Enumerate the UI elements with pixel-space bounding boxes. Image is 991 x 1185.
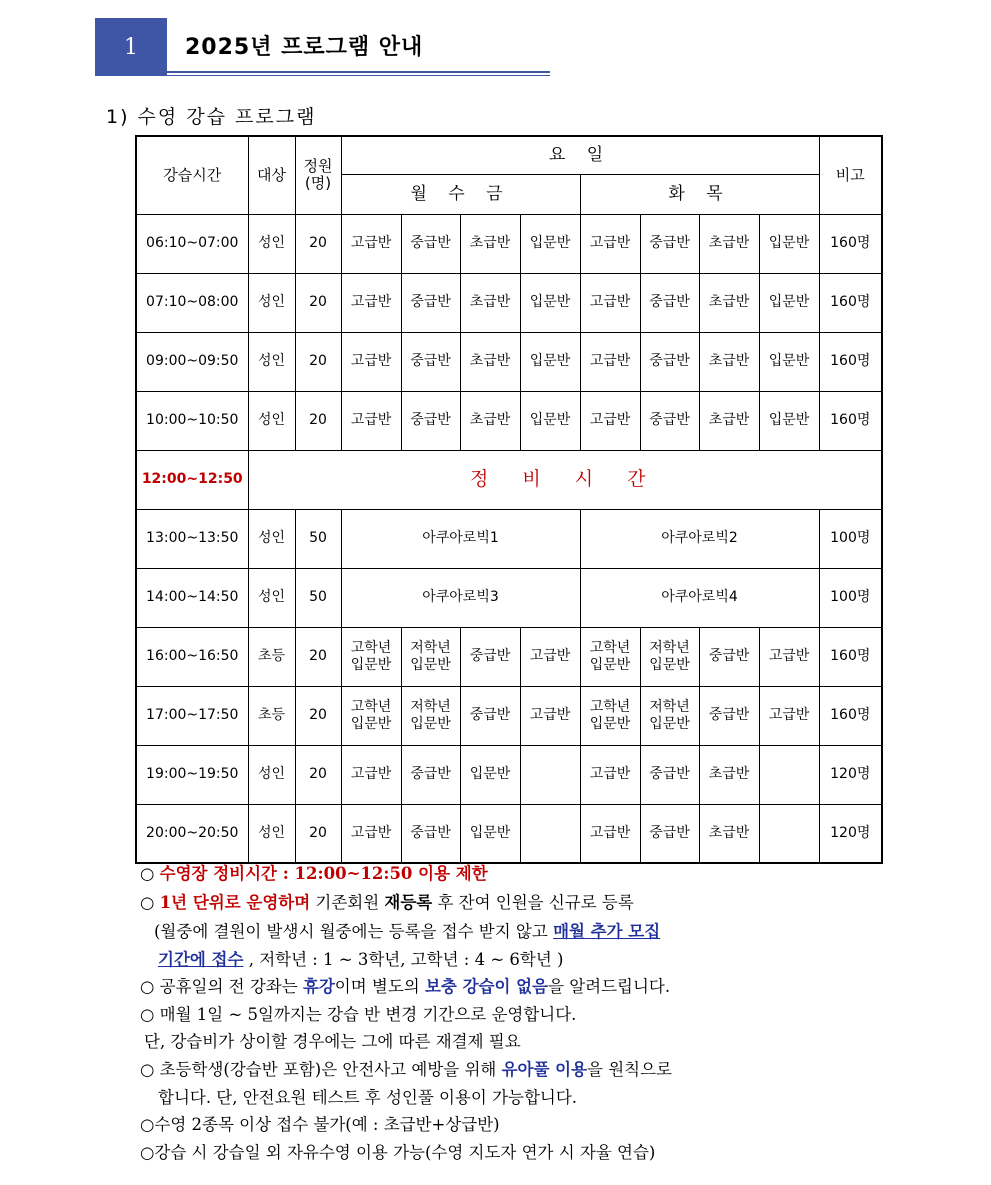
note-text: 휴강 <box>302 977 335 996</box>
cell-class: 고급반 <box>580 214 640 273</box>
table-row <box>136 391 882 450</box>
cell-class: 고급반 <box>341 391 401 450</box>
table-row <box>136 627 882 686</box>
note-holiday <box>140 973 670 997</box>
cell-class: 아쿠아로빅1 <box>341 509 580 568</box>
cell-time: 19:00~19:50 <box>136 745 248 804</box>
header-capacity: 정원 (명) <box>295 136 341 214</box>
cell-class: 입문반 <box>759 332 819 391</box>
cell-time: 14:00~14:50 <box>136 568 248 627</box>
cell-class: 중급반 <box>401 273 460 332</box>
note-text: 보충 강습이 없음 <box>424 977 549 996</box>
section-number-badge: 1 <box>95 18 167 76</box>
table-row <box>136 568 882 627</box>
cell-class: 고급반 <box>580 273 640 332</box>
cell-class: 고급반 <box>520 686 580 745</box>
cell-class: 고급반 <box>341 214 401 273</box>
cell-class: 고학년 입문반 <box>580 627 640 686</box>
cell-target: 초등 <box>248 686 295 745</box>
cell-capacity: 20 <box>295 332 341 391</box>
cell-class: 초급반 <box>699 332 759 391</box>
cell-maintenance: 정 비 시 간 <box>248 450 882 509</box>
cell-target: 성인 <box>248 509 295 568</box>
cell-class: 아쿠아로빅2 <box>580 509 819 568</box>
cell-class: 중급반 <box>401 804 460 863</box>
cell-time: 16:00~16:50 <box>136 627 248 686</box>
cell-target: 초등 <box>248 627 295 686</box>
cell-note: 120명 <box>819 745 882 804</box>
cell-class: 초급반 <box>699 804 759 863</box>
note-text: 수영장 정비시간 : 12:00~12:50 이용 제한 <box>159 864 488 883</box>
cell-class: 초급반 <box>460 391 520 450</box>
note-change-period: ○ 매월 1일 ~ 5일까지는 강습 반 변경 기간으로 운영합니다. <box>140 1005 577 1024</box>
header-time: 강습시간 <box>136 136 248 214</box>
cell-class: 저학년 입문반 <box>401 627 460 686</box>
bullet: ○ <box>140 893 155 912</box>
cell-capacity: 20 <box>295 686 341 745</box>
cell-time: 12:00~12:50 <box>136 450 248 509</box>
page-title: 2025년 프로그램 안내 <box>185 35 424 60</box>
cell-note: 100명 <box>819 568 882 627</box>
note-text: 후 잔여 인원을 신규로 등록 <box>432 893 634 912</box>
section-title: 1) 수영 강습 프로그램 <box>106 106 317 128</box>
cell-note: 160명 <box>819 332 882 391</box>
cell-target: 성인 <box>248 745 295 804</box>
cell-time: 20:00~20:50 <box>136 804 248 863</box>
table-row <box>136 273 882 332</box>
cell-class: 고급반 <box>759 686 819 745</box>
cell-class: 저학년 입문반 <box>401 686 460 745</box>
cell-target: 성인 <box>248 804 295 863</box>
table-row <box>136 804 882 863</box>
cell-class: 저학년 입문반 <box>640 686 699 745</box>
cell-class: 중급반 <box>460 686 520 745</box>
header-days: 요 일 <box>341 136 819 174</box>
cell-class: 고급반 <box>341 332 401 391</box>
cell-note: 100명 <box>819 509 882 568</box>
cell-time: 09:00~09:50 <box>136 332 248 391</box>
cell-class: 고학년 입문반 <box>580 686 640 745</box>
header-target: 대상 <box>248 136 295 214</box>
note-text: ○ 초등학생(강습반 포함)은 안전사고 예방을 위해 <box>140 1060 502 1079</box>
note-children-detail: 합니다. 단, 안전요원 테스트 후 성인풀 이용이 가능합니다. <box>158 1088 578 1107</box>
cell-time: 07:10~08:00 <box>136 273 248 332</box>
cell-capacity: 50 <box>295 509 341 568</box>
cell-class: 초급반 <box>699 273 759 332</box>
cell-class: 초급반 <box>699 214 759 273</box>
cell-note: 160명 <box>819 686 882 745</box>
cell-class: 초급반 <box>460 214 520 273</box>
cell-note: 120명 <box>819 804 882 863</box>
cell-note: 160명 <box>819 627 882 686</box>
cell-class: 고급반 <box>520 627 580 686</box>
cell-class: 고급반 <box>759 627 819 686</box>
cell-class: 초급반 <box>460 273 520 332</box>
cell-class: 중급반 <box>640 804 699 863</box>
bullet: ○ <box>140 864 155 883</box>
cell-class: 입문반 <box>520 332 580 391</box>
cell-class: 고급반 <box>580 332 640 391</box>
note-text: 유아풀 이용 <box>501 1060 588 1079</box>
cell-class: 고급반 <box>341 804 401 863</box>
cell-class: 중급반 <box>640 214 699 273</box>
cell-class: 입문반 <box>759 273 819 332</box>
cell-target: 성인 <box>248 391 295 450</box>
table-row <box>136 509 882 568</box>
note-text: 을 원칙으로 <box>587 1060 672 1079</box>
note-text: ○ 공휴일의 전 강좌는 <box>140 977 303 996</box>
note-text: 기간에 접수 <box>158 950 244 969</box>
cell-class: 중급반 <box>460 627 520 686</box>
note-text: , 저학년 : 1 ~ 3학년, 고학년 : 4 ~ 6학년 ) <box>243 950 564 969</box>
cell-target: 성인 <box>248 273 295 332</box>
cell-capacity: 20 <box>295 214 341 273</box>
header-tt: 화 목 <box>580 174 819 214</box>
cell-note: 160명 <box>819 391 882 450</box>
header-underline-thin <box>167 75 550 76</box>
note-text: 이며 별도의 <box>334 977 425 996</box>
cell-class: 중급반 <box>640 745 699 804</box>
cell-class: 중급반 <box>699 686 759 745</box>
note-free-swim: ○강습 시 강습일 외 자유수영 이용 가능(수영 지도자 연가 시 자율 연습) <box>140 1143 656 1162</box>
note-maintenance <box>140 860 488 884</box>
cell-class: 중급반 <box>640 391 699 450</box>
cell-class: 중급반 <box>640 332 699 391</box>
cell-class: 고급반 <box>341 273 401 332</box>
note-text: 기존회원 <box>310 893 385 912</box>
cell-class: 초급반 <box>699 745 759 804</box>
table-row <box>136 450 882 509</box>
table-row <box>136 332 882 391</box>
cell-capacity: 20 <box>295 627 341 686</box>
table-row <box>136 686 882 745</box>
cell-class: 아쿠아로빅4 <box>580 568 819 627</box>
cell-class: 고급반 <box>580 804 640 863</box>
cell-capacity: 50 <box>295 568 341 627</box>
cell-class: 입문반 <box>520 391 580 450</box>
cell-target: 성인 <box>248 568 295 627</box>
cell-class: 중급반 <box>401 391 460 450</box>
note-children <box>140 1056 672 1080</box>
cell-class: 고급반 <box>580 745 640 804</box>
cell-class: 중급반 <box>640 273 699 332</box>
cell-class: 고급반 <box>341 745 401 804</box>
cell-target: 성인 <box>248 214 295 273</box>
cell-class: 입문반 <box>460 745 520 804</box>
header-underline <box>167 71 550 73</box>
cell-class: 고학년 입문반 <box>341 627 401 686</box>
note-text: 재등록 <box>384 893 433 912</box>
cell-class: 저학년 입문반 <box>640 627 699 686</box>
cell-note: 160명 <box>819 214 882 273</box>
header-note: 비고 <box>819 136 882 214</box>
cell-capacity: 20 <box>295 804 341 863</box>
cell-time: 10:00~10:50 <box>136 391 248 450</box>
cell-class <box>520 804 580 863</box>
note-registration-detail <box>154 918 660 942</box>
cell-class <box>759 745 819 804</box>
note-fee: 단, 강습비가 상이할 경우에는 그에 따른 재결제 필요 <box>144 1032 521 1051</box>
cell-class <box>759 804 819 863</box>
cell-note: 160명 <box>819 273 882 332</box>
cell-time: 13:00~13:50 <box>136 509 248 568</box>
cell-class: 입문반 <box>520 273 580 332</box>
cell-class <box>520 745 580 804</box>
cell-class: 아쿠아로빅3 <box>341 568 580 627</box>
cell-class: 중급반 <box>699 627 759 686</box>
cell-class: 고급반 <box>580 391 640 450</box>
schedule-table <box>135 135 883 864</box>
table-row <box>136 745 882 804</box>
section-header <box>95 18 550 76</box>
cell-time: 06:10~07:00 <box>136 214 248 273</box>
header-mwf: 월 수 금 <box>341 174 580 214</box>
cell-class: 중급반 <box>401 745 460 804</box>
cell-class: 입문반 <box>759 391 819 450</box>
note-limit: ○수영 2종목 이상 접수 불가(예 : 초급반+상급반) <box>140 1115 500 1134</box>
note-text: (월중에 결원이 발생시 월중에는 등록을 접수 받지 않고 <box>154 922 554 941</box>
cell-class: 중급반 <box>401 214 460 273</box>
cell-capacity: 20 <box>295 391 341 450</box>
cell-class: 입문반 <box>460 804 520 863</box>
cell-class: 초급반 <box>699 391 759 450</box>
cell-capacity: 20 <box>295 745 341 804</box>
table-header-row <box>136 136 882 174</box>
cell-time: 17:00~17:50 <box>136 686 248 745</box>
note-registration <box>140 889 634 913</box>
cell-class: 초급반 <box>460 332 520 391</box>
cell-capacity: 20 <box>295 273 341 332</box>
note-registration-detail2 <box>158 946 563 970</box>
note-text: 을 알려드립니다. <box>548 977 671 996</box>
cell-target: 성인 <box>248 332 295 391</box>
cell-class: 입문반 <box>520 214 580 273</box>
cell-class: 고학년 입문반 <box>341 686 401 745</box>
table-row <box>136 214 882 273</box>
cell-class: 중급반 <box>401 332 460 391</box>
note-text: 1년 단위로 운영하며 <box>159 893 311 912</box>
cell-class: 입문반 <box>759 214 819 273</box>
note-text: 매월 추가 모집 <box>553 922 661 941</box>
